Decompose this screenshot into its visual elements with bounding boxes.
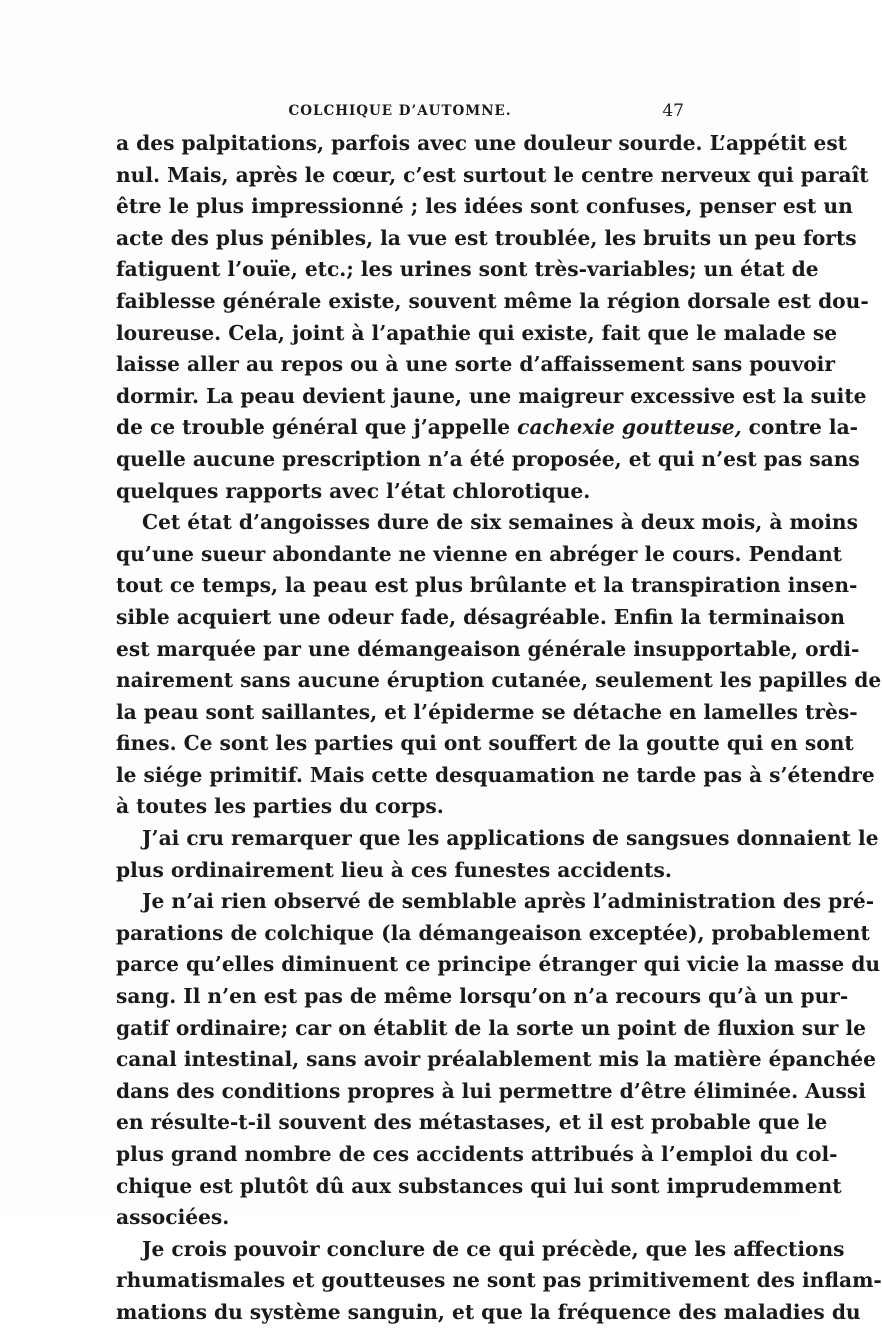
- text-line: sible acquiert une odeur fade, désagréable. Enfin la terminaison: [116, 604, 845, 629]
- text-line: en résulte-t-il souvent des métastases, et il est probable que le: [116, 1110, 828, 1135]
- text-line: gatif ordinaire; car on établit de la sorte un point de fluxion sur le: [116, 1015, 866, 1040]
- text-line: associées.: [116, 1205, 230, 1230]
- text-line: J’ai cru remarquer que les applications de sangsues donnaient le: [142, 826, 879, 851]
- text-line: sang. Il n’en est pas de même lorsqu’on n’a recours qu’à un pur-: [116, 984, 849, 1009]
- text-line: être le plus impressionné ; les idées sont confuses, penser est un: [116, 194, 853, 219]
- text-line: Je crois pouvoir conclure de ce qui précède, que les affections: [142, 1236, 845, 1261]
- running-head: [116, 101, 684, 123]
- text-line: quelques rapports avec l’état chlorotique.: [116, 478, 591, 503]
- running-title: COLCHIQUE D’AUTOMNE.: [288, 103, 512, 119]
- text-line: nul. Mais, après le cœur, c’est surtout le centre nerveux qui paraît: [116, 162, 869, 187]
- text-line: Je n’ai rien observé de semblable après l’administration des pré-: [142, 889, 875, 914]
- text-line: à toutes les parties du corps.: [116, 794, 444, 819]
- text-line: laisse aller au repos ou à une sorte d’affaissement sans pouvoir: [116, 352, 835, 377]
- text-line: dormir. La peau devient jaune, une maigreur excessive est la suite: [116, 383, 867, 408]
- text-line: quelle aucune prescription n’a été proposée, et qui n’est pas sans: [116, 446, 860, 471]
- text-segment: contre la-: [741, 415, 859, 440]
- text-line: la peau sont saillantes, et l’épiderme se détache en lamelles très-: [116, 699, 858, 724]
- text-line: canal intestinal, sans avoir préalablement mis la matière épanchée: [116, 1047, 876, 1072]
- text-line: faiblesse générale existe, souvent même la région dorsale est dou-: [116, 288, 869, 313]
- text-line: parations de colchique (la démangeaison exceptée), probablement: [116, 920, 870, 945]
- text-line: mations du système sanguin, et que la fréquence des maladies du: [116, 1299, 861, 1324]
- text-segment: de ce trouble général que j’appelle: [116, 415, 518, 440]
- text-line: fatiguent l’ouïe, etc.; les urines sont très-variables; un état de: [116, 257, 819, 282]
- text-line: dans des conditions propres à lui permettre d’être éliminée. Aussi: [116, 1078, 866, 1103]
- text-line: est marquée par une démangeaison générale insupportable, ordi-: [116, 636, 860, 661]
- text-line: rhumatismales et goutteuses ne sont pas primitivement des inflam-: [116, 1268, 882, 1293]
- page-number: 47: [662, 101, 684, 121]
- text-line: Cet état d’angoisses dure de six semaines à deux mois, à moins: [142, 510, 858, 535]
- text-line: le siége primitif. Mais cette desquamation ne tarde pas à s’étendre: [116, 762, 875, 787]
- text-line: nairement sans aucune éruption cutanée, seulement les papilles de: [116, 668, 882, 693]
- text-line: parce qu’elles diminuent ce principe étranger qui vicie la masse du: [116, 952, 881, 977]
- text-body: [116, 128, 882, 1329]
- text-line: loureuse. Cela, joint à l’apathie qui existe, fait que le malade se: [116, 320, 838, 345]
- text-line: plus grand nombre de ces accidents attribués à l’emploi du col-: [116, 1142, 838, 1166]
- text-line: a des palpitations, parfois avec une douleur sourde. L’appétit est: [116, 131, 848, 155]
- text-line: fines. Ce sont les parties qui ont souffert de la goutte qui en sont: [116, 731, 854, 756]
- text-line: tout ce temps, la peau est plus brûlante et la transpiration insen-: [116, 573, 858, 598]
- text-line: [116, 412, 859, 444]
- italic-term: cachexie goutteuse,: [517, 415, 742, 440]
- text-line: plus ordinairement lieu à ces funestes accidents.: [116, 857, 672, 882]
- text-line: chique est plutôt dû aux substances qui lui sont imprudemment: [116, 1173, 842, 1198]
- text-line: acte des plus pénibles, la vue est troublée, les bruits un peu forts: [116, 225, 857, 250]
- text-line: qu’une sueur abondante ne vienne en abréger le cours. Pendant: [116, 541, 842, 566]
